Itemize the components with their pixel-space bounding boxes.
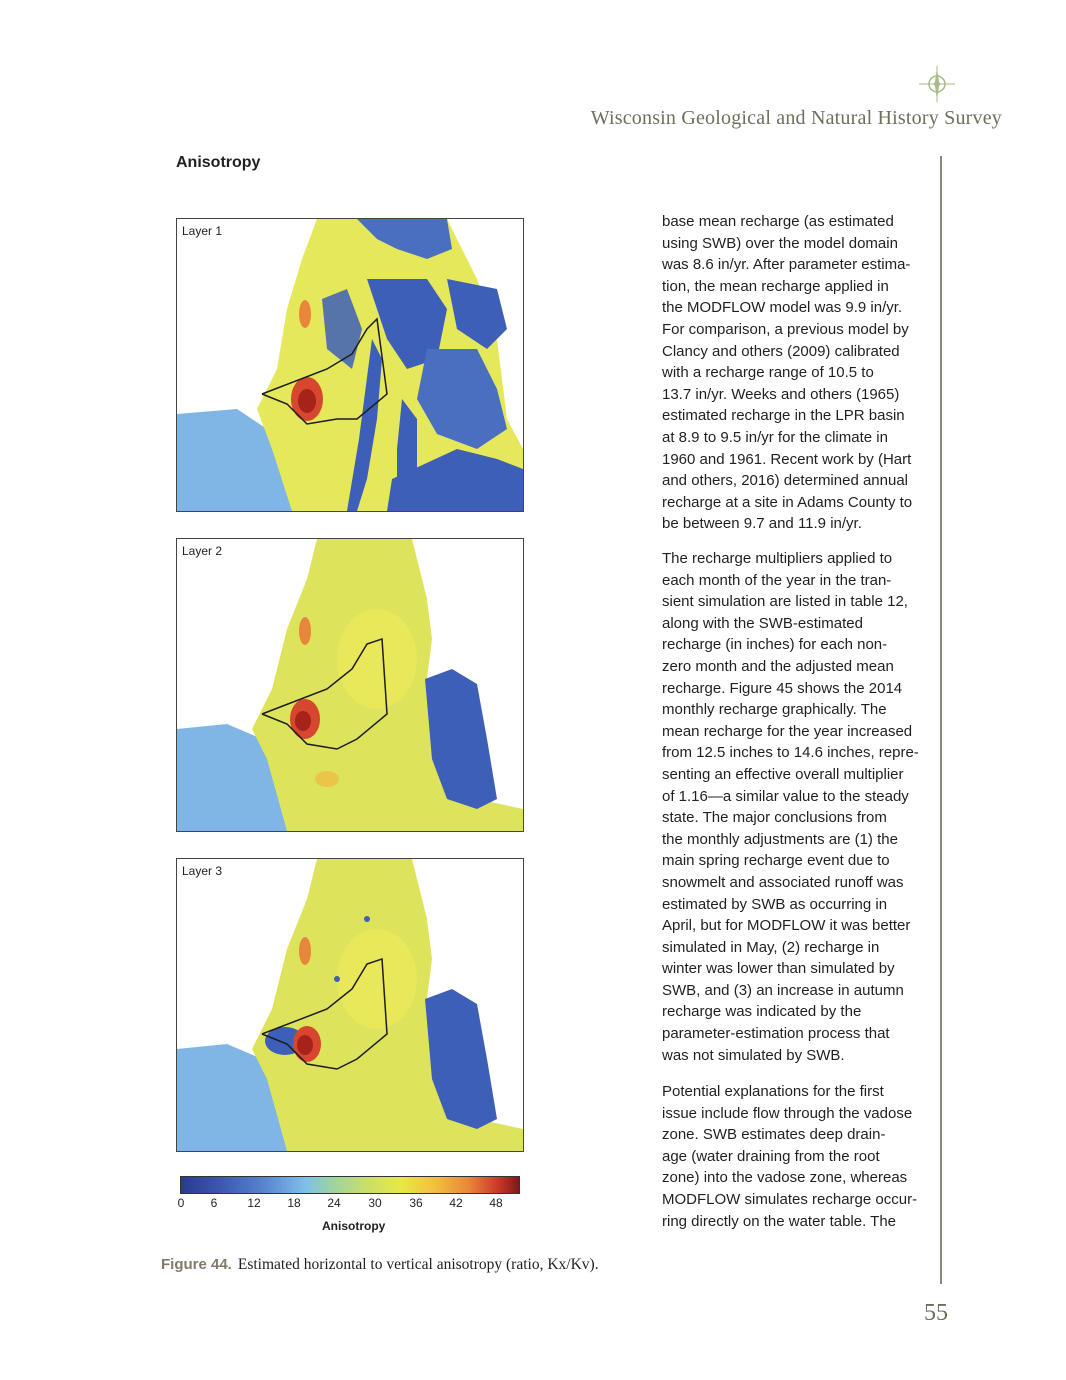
body-paragraph-2 <box>662 548 930 1066</box>
text-line: sient simulation are listed in table 12, <box>662 593 908 611</box>
text-line: main spring recharge event due to <box>662 852 890 870</box>
text-line: and others, 2016) determined annual <box>662 472 909 490</box>
colorbar-tick: 6 <box>210 1196 218 1210</box>
text-line: zero month and the adjusted mean <box>662 657 894 675</box>
text-line: snowmelt and associated runoff was <box>662 873 904 891</box>
map-layer-3-graphic <box>177 859 523 1151</box>
colorbar-tick: 12 <box>247 1196 261 1210</box>
text-line: from 12.5 inches to 14.6 inches, repre- <box>662 744 919 762</box>
text-line: state. The major conclusions from <box>662 809 887 827</box>
text-line: zone. SWB estimates deep drain- <box>662 1126 886 1144</box>
text-line: each month of the year in the tran- <box>662 571 892 589</box>
text-line: For comparison, a previous model by <box>662 320 909 338</box>
text-line: simulated in May, (2) recharge in <box>662 938 880 956</box>
text-line: along with the SWB-estimated <box>662 614 863 632</box>
panel-label: Layer 1 <box>182 224 223 238</box>
text-line: April, but for MODFLOW it was better <box>662 917 911 935</box>
section-heading: Anisotropy <box>176 154 261 171</box>
text-line: 1960 and 1961. Recent work by (Hart <box>662 450 912 468</box>
colorbar-tick: 24 <box>327 1196 341 1210</box>
text-line: tion, the mean recharge applied in <box>662 277 889 295</box>
text-line: recharge (in inches) for each non- <box>662 636 888 654</box>
text-line: 13.7 in/yr. Weeks and others (1965) <box>662 385 900 403</box>
text-line: recharge. Figure 45 shows the 2014 <box>662 679 903 697</box>
body-paragraph-3 <box>662 1081 930 1232</box>
text-line: the monthly adjustments are (1) the <box>662 830 898 848</box>
text-line: issue include flow through the vadose <box>662 1104 913 1122</box>
map-panel-layer-2 <box>176 538 524 832</box>
figure-caption <box>161 1256 599 1274</box>
text-line: using SWB) over the model domain <box>662 234 898 252</box>
text-line: mean recharge for the year increased <box>662 722 913 740</box>
text-line: was not simulated by SWB. <box>662 1046 845 1064</box>
text-line: recharge was indicated by the <box>662 1003 862 1021</box>
text-line: age (water draining from the root <box>662 1147 880 1165</box>
map-layer-1-graphic <box>177 219 523 511</box>
map-panel-layer-1 <box>176 218 524 512</box>
text-line: at 8.9 to 9.5 in/yr for the climate in <box>662 428 888 446</box>
text-line: senting an effective overall multiplier <box>662 765 904 783</box>
text-line: parameter-estimation process that <box>662 1025 890 1043</box>
text-line: zone) into the vadose zone, whereas <box>662 1169 908 1187</box>
text-line: of 1.16—a similar value to the steady <box>662 787 909 805</box>
text-line: estimated by SWB as occurring in <box>662 895 888 913</box>
map-layer-2-graphic <box>177 539 523 831</box>
margin-rule <box>940 156 942 1284</box>
text-line: base mean recharge (as estimated <box>662 213 894 230</box>
body-paragraph-1 <box>662 211 930 535</box>
text-line: monthly recharge graphically. The <box>662 701 887 719</box>
text-line: MODFLOW simulates recharge occur- <box>662 1190 918 1208</box>
text-line: recharge at a site in Adams County to <box>662 493 913 511</box>
panel-label: Layer 2 <box>182 544 223 558</box>
text-line: estimated recharge in the LPR basin <box>662 407 905 425</box>
colorbar-tick: 18 <box>287 1196 301 1210</box>
text-line: winter was lower than simulated by <box>662 960 895 978</box>
text-line: be between 9.7 and 11.9 in/yr. <box>662 515 862 533</box>
colorbar-tick: 30 <box>368 1196 382 1210</box>
text-line: The recharge multipliers applied to <box>662 550 893 567</box>
colorbar-label: Anisotropy <box>322 1219 386 1233</box>
colorbar-tick: 42 <box>449 1196 463 1210</box>
text-line: Potential explanations for the first <box>662 1083 884 1100</box>
text-line: SWB, and (3) an increase in autumn <box>662 981 904 999</box>
colorbar-tick: 48 <box>489 1196 503 1210</box>
panel-label: Layer 3 <box>182 864 223 878</box>
colorbar-tick: 0 <box>177 1196 185 1210</box>
anisotropy-colorbar <box>180 1176 520 1194</box>
caption-text: Estimated horizontal to vertical anisotropy (ratio, Kx/Kv). <box>237 1256 599 1273</box>
compass-rose-icon <box>917 64 957 104</box>
text-line: was 8.6 in/yr. After parameter estima- <box>662 256 911 274</box>
page-number: 55 <box>924 1300 948 1326</box>
text-line: with a recharge range of 10.5 to <box>662 364 874 382</box>
text-line: ring directly on the water table. The <box>662 1212 897 1230</box>
text-line: the MODFLOW model was 9.9 in/yr. <box>662 299 903 317</box>
figure-number: Figure 44. <box>161 1256 232 1273</box>
publisher-header: Wisconsin Geological and Natural History Survey <box>590 107 1002 129</box>
map-panel-layer-3 <box>176 858 524 1152</box>
text-line: Clancy and others (2009) calibrated <box>662 342 900 360</box>
colorbar-tick: 36 <box>409 1196 423 1210</box>
